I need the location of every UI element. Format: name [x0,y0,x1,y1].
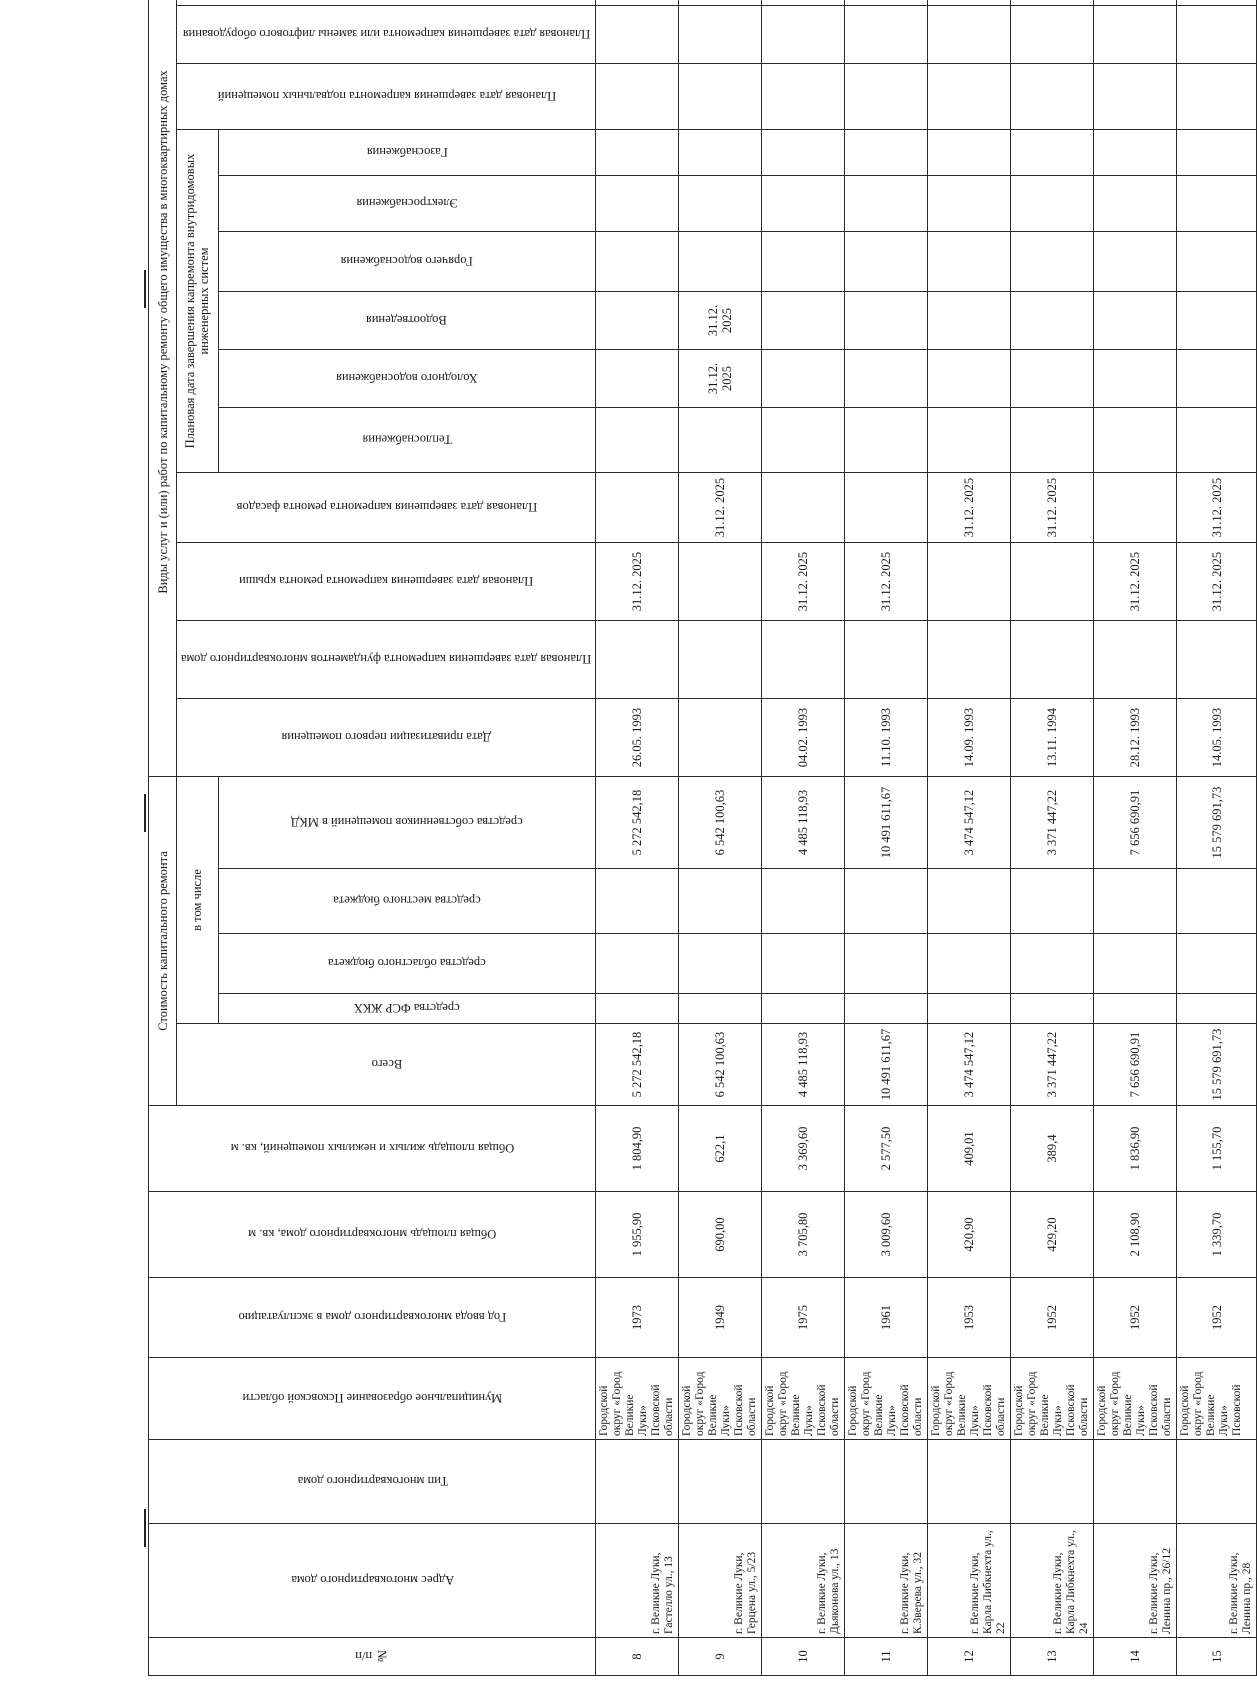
cell-type [1011,1440,1094,1524]
cell-municipality: Городской округ «Город Великие Луки» Псковской области [596,1358,679,1440]
systems-group-header: Плановая дата завершения капремонта внутридомовых инженерных систем [177,130,219,473]
cell-roof [1011,543,1094,621]
capital-repair-table [148,10,1254,1676]
cell-roof [679,543,762,621]
cell-roof: 31.12. 2025 [762,543,845,621]
cell-local [928,869,1011,934]
cell-hot-water [928,232,1011,292]
cell-owners: 3 474 547,12 [928,777,1011,869]
cell-owners: 3 371 447,22 [1011,777,1094,869]
margin-tick [144,1509,146,1547]
cell-sewer [762,292,845,350]
table-row [679,0,762,1676]
cell-heat [762,408,845,473]
cell-sewer [596,292,679,350]
col-num-header: № п/п [149,1638,596,1676]
repair-schedule-table [148,0,1257,1676]
cell-fund [762,994,845,1024]
cell-design-year [762,0,845,6]
cell-address: г. Великие Луки, Ленина пр., 26/12 [1094,1524,1177,1638]
cell-owners: 4 485 118,93 [762,777,845,869]
cell-owners: 15 579 691,73 [1177,777,1257,869]
cell-facade [762,473,845,543]
cell-municipality: Городской округ «Город Великие Луки» Псковской области [1094,1358,1177,1440]
cell-hot-water [762,232,845,292]
cell-basement [762,64,845,130]
cell-address: г. Великие Луки, Карла Либкнехта ул., 22 [928,1524,1011,1638]
cell-area-living: 409,01 [928,1106,1011,1192]
cell-area-living: 622,1 [679,1106,762,1192]
cell-year-built: 1953 [928,1278,1011,1358]
cell-privat-date: 11.10. 1993 [845,699,928,777]
cell-elevator [928,6,1011,64]
cell-electric [1094,176,1177,232]
cell-address: г. Великие Луки, Герцена ул., 5/23 [679,1524,762,1638]
cell-local [1094,869,1177,934]
cell-roof: 31.12. 2025 [845,543,928,621]
cell-num: 10 [762,1638,845,1676]
cell-hot-water [1011,232,1094,292]
cell-gas [679,130,762,176]
cell-area-living: 389,4 [1011,1106,1094,1192]
cell-fund [928,994,1011,1024]
cell-cold-water [1094,350,1177,408]
cell-cost-total: 15 579 691,73 [1177,1024,1257,1106]
cell-num: 8 [596,1638,679,1676]
cell-regional [1094,934,1177,994]
cell-cold-water [596,350,679,408]
cell-cost-total: 10 491 611,67 [845,1024,928,1106]
cell-address: г. Великие Луки, Ленина пр., 28 [1177,1524,1257,1638]
cell-regional [1011,934,1094,994]
cell-basement [1011,64,1094,130]
cell-type [1094,1440,1177,1524]
cell-fund [1177,994,1257,1024]
cell-facade: 31.12. 2025 [1177,473,1257,543]
cell-regional [928,934,1011,994]
cell-type [845,1440,928,1524]
cell-type [679,1440,762,1524]
table-row [762,0,845,1676]
cell-elevator [1094,6,1177,64]
cell-fund [1094,994,1177,1024]
cell-privat-date: 14.09. 1993 [928,699,1011,777]
col-address-header: Адрес многоквартирного дома [149,1524,596,1638]
col-type-header: Тип многоквартирного дома [149,1440,596,1524]
cell-sewer [1177,292,1257,350]
cell-gas [1011,130,1094,176]
cell-num: 11 [845,1638,928,1676]
cell-basement [1094,64,1177,130]
cell-local [762,869,845,934]
cell-area-total: 690,00 [679,1192,762,1278]
cell-electric [1011,176,1094,232]
cell-cost-total: 5 272 542,18 [596,1024,679,1106]
col-foundation-header: Плановая дата завершения капремонта фундаментов многоквартирного дома [177,621,596,699]
cell-gas [596,130,679,176]
cell-fund [596,994,679,1024]
cell-design-year [679,0,762,6]
col-basement-header: Плановая дата завершения капремонта подвальных помещений [177,64,596,130]
cell-heat [845,408,928,473]
cell-area-total: 3 705,80 [762,1192,845,1278]
table-row [845,0,928,1676]
cell-area-living: 1 155,70 [1177,1106,1257,1192]
col-sewer-header: Водоотведения [218,292,596,350]
cell-heat [1011,408,1094,473]
cell-roof [928,543,1011,621]
cell-privat-date: 14.05. 1993 [1177,699,1257,777]
cell-owners: 7 656 690,91 [1094,777,1177,869]
cell-gas [1177,130,1257,176]
cell-facade: 31.12. 2025 [679,473,762,543]
col-hot-water-header: Горячего водоснабжения [218,232,596,292]
cell-fund [679,994,762,1024]
cell-year-built: 1952 [1094,1278,1177,1358]
table-header [149,0,596,1676]
cell-sewer [1011,292,1094,350]
cell-num: 9 [679,1638,762,1676]
cell-privat-date [679,699,762,777]
cell-cost-total: 3 474 547,12 [928,1024,1011,1106]
cell-area-living: 2 577,50 [845,1106,928,1192]
cell-electric [596,176,679,232]
cell-municipality: Городской округ «Город Великие Луки» Псковской области [1011,1358,1094,1440]
cell-local [845,869,928,934]
cell-foundation [596,621,679,699]
col-gas-header: Газоснабжения [218,130,596,176]
cell-heat [1094,408,1177,473]
cell-cost-total: 6 542 100,63 [679,1024,762,1106]
cell-num: 13 [1011,1638,1094,1676]
col-facade-header: Плановая дата завершения капремонта ремонта фасадов [177,473,596,543]
cell-foundation [762,621,845,699]
cell-electric [762,176,845,232]
cell-design-year [1094,0,1177,6]
cell-municipality: Городской округ «Город Великие Луки» Псковской [1177,1358,1257,1440]
cell-type [596,1440,679,1524]
cell-gas [928,130,1011,176]
col-privat-date-header: Дата приватизации первого помещения [177,699,596,777]
cell-year-built: 1975 [762,1278,845,1358]
cell-foundation [679,621,762,699]
cell-privat-date: 26.05. 1993 [596,699,679,777]
cell-cold-water [928,350,1011,408]
cell-elevator [762,6,845,64]
cell-local [679,869,762,934]
cell-foundation [1094,621,1177,699]
cell-foundation [1177,621,1257,699]
cell-regional [762,934,845,994]
cell-area-total: 2 108,90 [1094,1192,1177,1278]
cell-area-total: 1 955,90 [596,1192,679,1278]
cell-foundation [1011,621,1094,699]
margin-tick [144,270,146,308]
cell-roof: 31.12. 2025 [1177,543,1257,621]
cell-heat [679,408,762,473]
cell-cold-water [1177,350,1257,408]
cell-municipality: Городской округ «Город Великие Луки» Псковской области [845,1358,928,1440]
table-row [1177,0,1257,1676]
cell-municipality: Городской округ «Город Великие Луки» Псковской области [679,1358,762,1440]
col-year-built-header: Год ввода многоквартирного дома в эксплуатацию [149,1278,596,1358]
cell-cold-water [1011,350,1094,408]
cell-cost-total: 3 371 447,22 [1011,1024,1094,1106]
cell-address: г. Великие Луки, Дьяконова ул., 13 [762,1524,845,1638]
cell-local [1011,869,1094,934]
col-municipality-header: Муниципальное образование Псковской области [149,1358,596,1440]
col-regional-header: средства областного бюджета [218,934,596,994]
cell-design-year [845,0,928,6]
cell-area-living: 3 369,60 [762,1106,845,1192]
table-row [596,0,679,1676]
col-local-header: средства местного бюджета [218,869,596,934]
cell-facade [1094,473,1177,543]
col-area-total-header: Общая площадь многоквартирного дома, кв. м [149,1192,596,1278]
table-row [1094,0,1177,1676]
cell-cold-water [762,350,845,408]
col-roof-header: Плановая дата завершения капремонта ремонта крыши [177,543,596,621]
incl-header: в том числе [177,777,219,1024]
cell-year-built: 1949 [679,1278,762,1358]
cell-gas [845,130,928,176]
col-elevator-header: Плановая дата завершения капремонта или замены лифтового оборудования [177,6,596,64]
cell-area-total: 429,20 [1011,1192,1094,1278]
cell-hot-water [596,232,679,292]
cell-elevator [679,6,762,64]
cell-foundation [845,621,928,699]
cell-gas [762,130,845,176]
cell-facade: 31.12. 2025 [928,473,1011,543]
cell-elevator [1177,6,1257,64]
col-owners-header: средства собственников помещений в МКД [218,777,596,869]
cell-elevator [845,6,928,64]
cell-regional [679,934,762,994]
cell-electric [679,176,762,232]
cell-facade: 31.12. 2025 [1011,473,1094,543]
cell-sewer: 31.12. 2025 [679,292,762,350]
margin-tick [144,794,146,832]
cell-heat [1177,408,1257,473]
cell-num: 14 [1094,1638,1177,1676]
cell-regional [845,934,928,994]
table-row [928,0,1011,1676]
cell-year-built: 1961 [845,1278,928,1358]
cell-sewer [845,292,928,350]
cell-hot-water [1094,232,1177,292]
col-heat-header: Теплоснабжения [218,408,596,473]
col-fund-header: средства ФСР ЖКХ [218,994,596,1024]
cell-sewer [1094,292,1177,350]
cost-group-header: Стоимость капитального ремонта [149,777,177,1106]
cell-fund [1011,994,1094,1024]
cell-fund [845,994,928,1024]
cell-owners: 6 542 100,63 [679,777,762,869]
col-cold-water-header: Холодного водоснабжения [218,350,596,408]
cell-regional [596,934,679,994]
cell-design-year [928,0,1011,6]
cell-cold-water: 31.12. 2025 [679,350,762,408]
cell-design-year [1011,0,1094,6]
cell-facade [596,473,679,543]
cell-municipality: Городской округ «Город Великие Луки» Псковской области [762,1358,845,1440]
cell-heat [928,408,1011,473]
cell-owners: 5 272 542,18 [596,777,679,869]
cell-basement [679,64,762,130]
cell-basement [928,64,1011,130]
table-body [596,0,1257,1676]
works-group-header: Виды услуг и (или) работ по капитальному ремонту общего имущества в многоквартирных домах [149,0,177,777]
cell-privat-date: 04.02. 1993 [762,699,845,777]
cell-cost-total: 4 485 118,93 [762,1024,845,1106]
cell-gas [1094,130,1177,176]
cell-year-built: 1952 [1177,1278,1257,1358]
cell-hot-water [845,232,928,292]
cell-owners: 10 491 611,67 [845,777,928,869]
cell-hot-water [1177,232,1257,292]
cell-design-year [596,0,679,6]
cell-privat-date: 13.11. 1994 [1011,699,1094,777]
cell-num: 12 [928,1638,1011,1676]
col-electric-header: Электроснабжения [218,176,596,232]
cell-electric [1177,176,1257,232]
cell-type [928,1440,1011,1524]
cell-cost-total: 7 656 690,91 [1094,1024,1177,1106]
cell-year-built: 1952 [1011,1278,1094,1358]
cell-area-living: 1 804,90 [596,1106,679,1192]
col-area-living-header: Общая площадь жилых и нежилых помещений, кв. м [149,1106,596,1192]
cell-address: г. Великие Луки, Гастелло ул., 13 [596,1524,679,1638]
cell-hot-water [679,232,762,292]
cell-facade [845,473,928,543]
cell-year-built: 1973 [596,1278,679,1358]
cell-basement [596,64,679,130]
cell-area-total: 420,90 [928,1192,1011,1278]
cell-electric [928,176,1011,232]
cell-design-year [1177,0,1257,6]
cell-regional [1177,934,1257,994]
cell-local [1177,869,1257,934]
cell-area-total: 1 339,70 [1177,1192,1257,1278]
cell-area-total: 3 009,60 [845,1192,928,1278]
cell-basement [845,64,928,130]
cell-elevator [1011,6,1094,64]
cell-type [1177,1440,1257,1524]
col-design-year-header [177,0,596,6]
cell-electric [845,176,928,232]
cell-heat [596,408,679,473]
table-row [1011,0,1094,1676]
col-cost-total-header: Всего [177,1024,596,1106]
cell-local [596,869,679,934]
cell-num: 15 [1177,1638,1257,1676]
cell-address: г. Великие Луки, К.Зверева ул., 32 [845,1524,928,1638]
cell-roof: 31.12. 2025 [596,543,679,621]
cell-roof: 31.12. 2025 [1094,543,1177,621]
cell-elevator [596,6,679,64]
cell-foundation [928,621,1011,699]
cell-cold-water [845,350,928,408]
cell-address: г. Великие Луки, Карла Либкнехта ул., 24 [1011,1524,1094,1638]
cell-sewer [928,292,1011,350]
cell-type [762,1440,845,1524]
cell-area-living: 1 836,90 [1094,1106,1177,1192]
cell-privat-date: 28.12. 1993 [1094,699,1177,777]
cell-basement [1177,64,1257,130]
cell-municipality: Городской округ «Город Великие Луки» Псковской области [928,1358,1011,1440]
